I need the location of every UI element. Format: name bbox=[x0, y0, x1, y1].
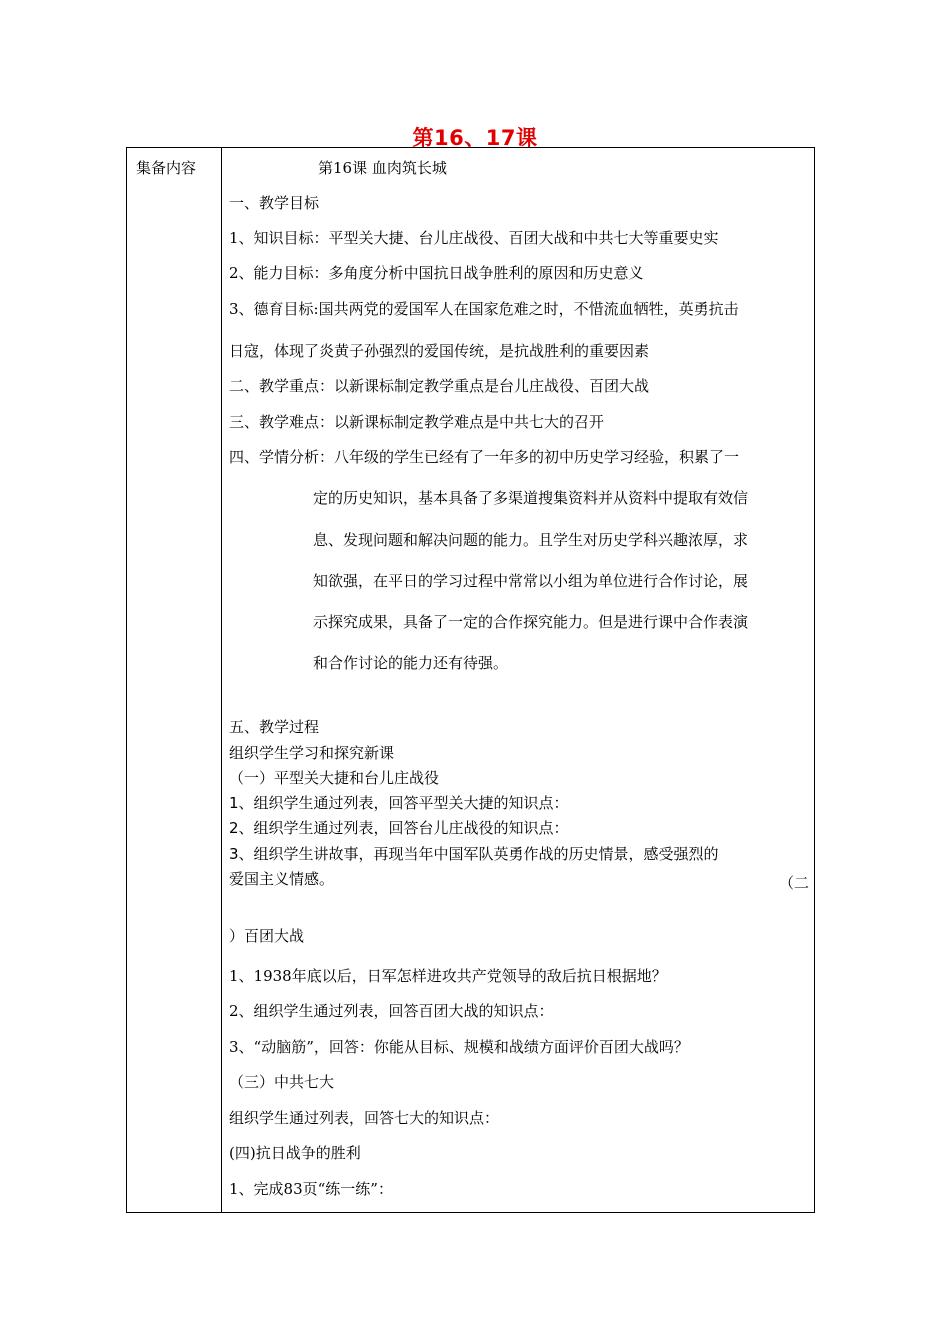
section5-heading: 五、教学过程 bbox=[229, 718, 320, 736]
part4-heading: (四)抗日战争的胜利 bbox=[229, 1144, 361, 1162]
part2-heading: ）百团大战 bbox=[229, 927, 305, 945]
part1-item2: 2、组织学生通过列表，回答台儿庄战役的知识点： bbox=[229, 819, 569, 837]
section4-line5: 示探究成果，具备了一定的合作探究能力。但是进行课中合作表演 bbox=[313, 613, 749, 631]
goal-3-line2: 日寇，体现了炎黄子孙强烈的爱国传统，是抗战胜利的重要因素 bbox=[229, 342, 650, 360]
section4-line6: 和合作讨论的能力还有待强。 bbox=[313, 654, 509, 672]
part4-item1: 1、完成83页“练一练”： bbox=[229, 1180, 393, 1198]
column-divider bbox=[221, 148, 222, 1212]
section4-line2: 定的历史知识，基本具备了多渠道搜集资料并从资料中提取有效信 bbox=[313, 489, 749, 507]
part3-heading: （三）中共七大 bbox=[229, 1073, 335, 1091]
part1-item3-line2: 爱国主义情感。 bbox=[229, 870, 335, 888]
part2-item3: 3、“动脑筋”，回答：你能从目标、规模和战绩方面评价百团大战吗？ bbox=[229, 1038, 689, 1056]
section5-subheading: 组织学生学习和探究新课 bbox=[229, 744, 395, 762]
section4-line1: 四、学情分析：八年级的学生已经有了一年多的初中历史学习经验，积累了一 bbox=[229, 448, 740, 466]
part1-item1: 1、组织学生通过列表，回答平型关大捷的知识点： bbox=[229, 794, 569, 812]
goal-1: 1、知识目标：平型关大捷、台儿庄战役、百团大战和中共七大等重要史实 bbox=[229, 229, 719, 247]
section3: 三、教学难点：以新课标制定教学难点是中共七大的召开 bbox=[229, 413, 605, 431]
part2-item2: 2、组织学生通过列表，回答百团大战的知识点： bbox=[229, 1002, 554, 1020]
part2-item1: 1、1938年底以后，日军怎样进攻共产党领导的敌后抗日根据地？ bbox=[229, 967, 667, 985]
part1-item3-line1: 3、组织学生讲故事，再现当年中国军队英勇作战的历史情景，感受强烈的 bbox=[229, 845, 719, 863]
part1-heading: （一）平型关大捷和台儿庄战役 bbox=[229, 769, 440, 787]
goal-2: 2、能力目标：多角度分析中国抗日战争胜利的原因和历史意义 bbox=[229, 264, 644, 282]
page-title: 第16、17课 bbox=[412, 126, 538, 150]
goal-3-line1: 3、德育目标:国共两党的爱国军人在国家危难之时，不惜流血牺牲，英勇抗击 bbox=[229, 300, 739, 318]
section1-heading: 一、教学目标 bbox=[229, 194, 320, 212]
lesson-heading: 第16课 血肉筑长城 bbox=[318, 159, 447, 177]
part3-item1: 组织学生通过列表，回答七大的知识点： bbox=[229, 1109, 500, 1127]
section4-line3: 息、发现问题和解决问题的能力。且学生对历史学科兴趣浓厚，求 bbox=[313, 531, 749, 549]
left-column-label: 集备内容 bbox=[136, 159, 197, 177]
section4-line4: 知欲强，在平日的学习过程中常常以小组为单位进行合作讨论，展 bbox=[313, 572, 749, 590]
section2: 二、教学重点：以新课标制定教学重点是台儿庄战役、百团大战 bbox=[229, 377, 650, 395]
part2-open: （二 bbox=[779, 874, 810, 892]
